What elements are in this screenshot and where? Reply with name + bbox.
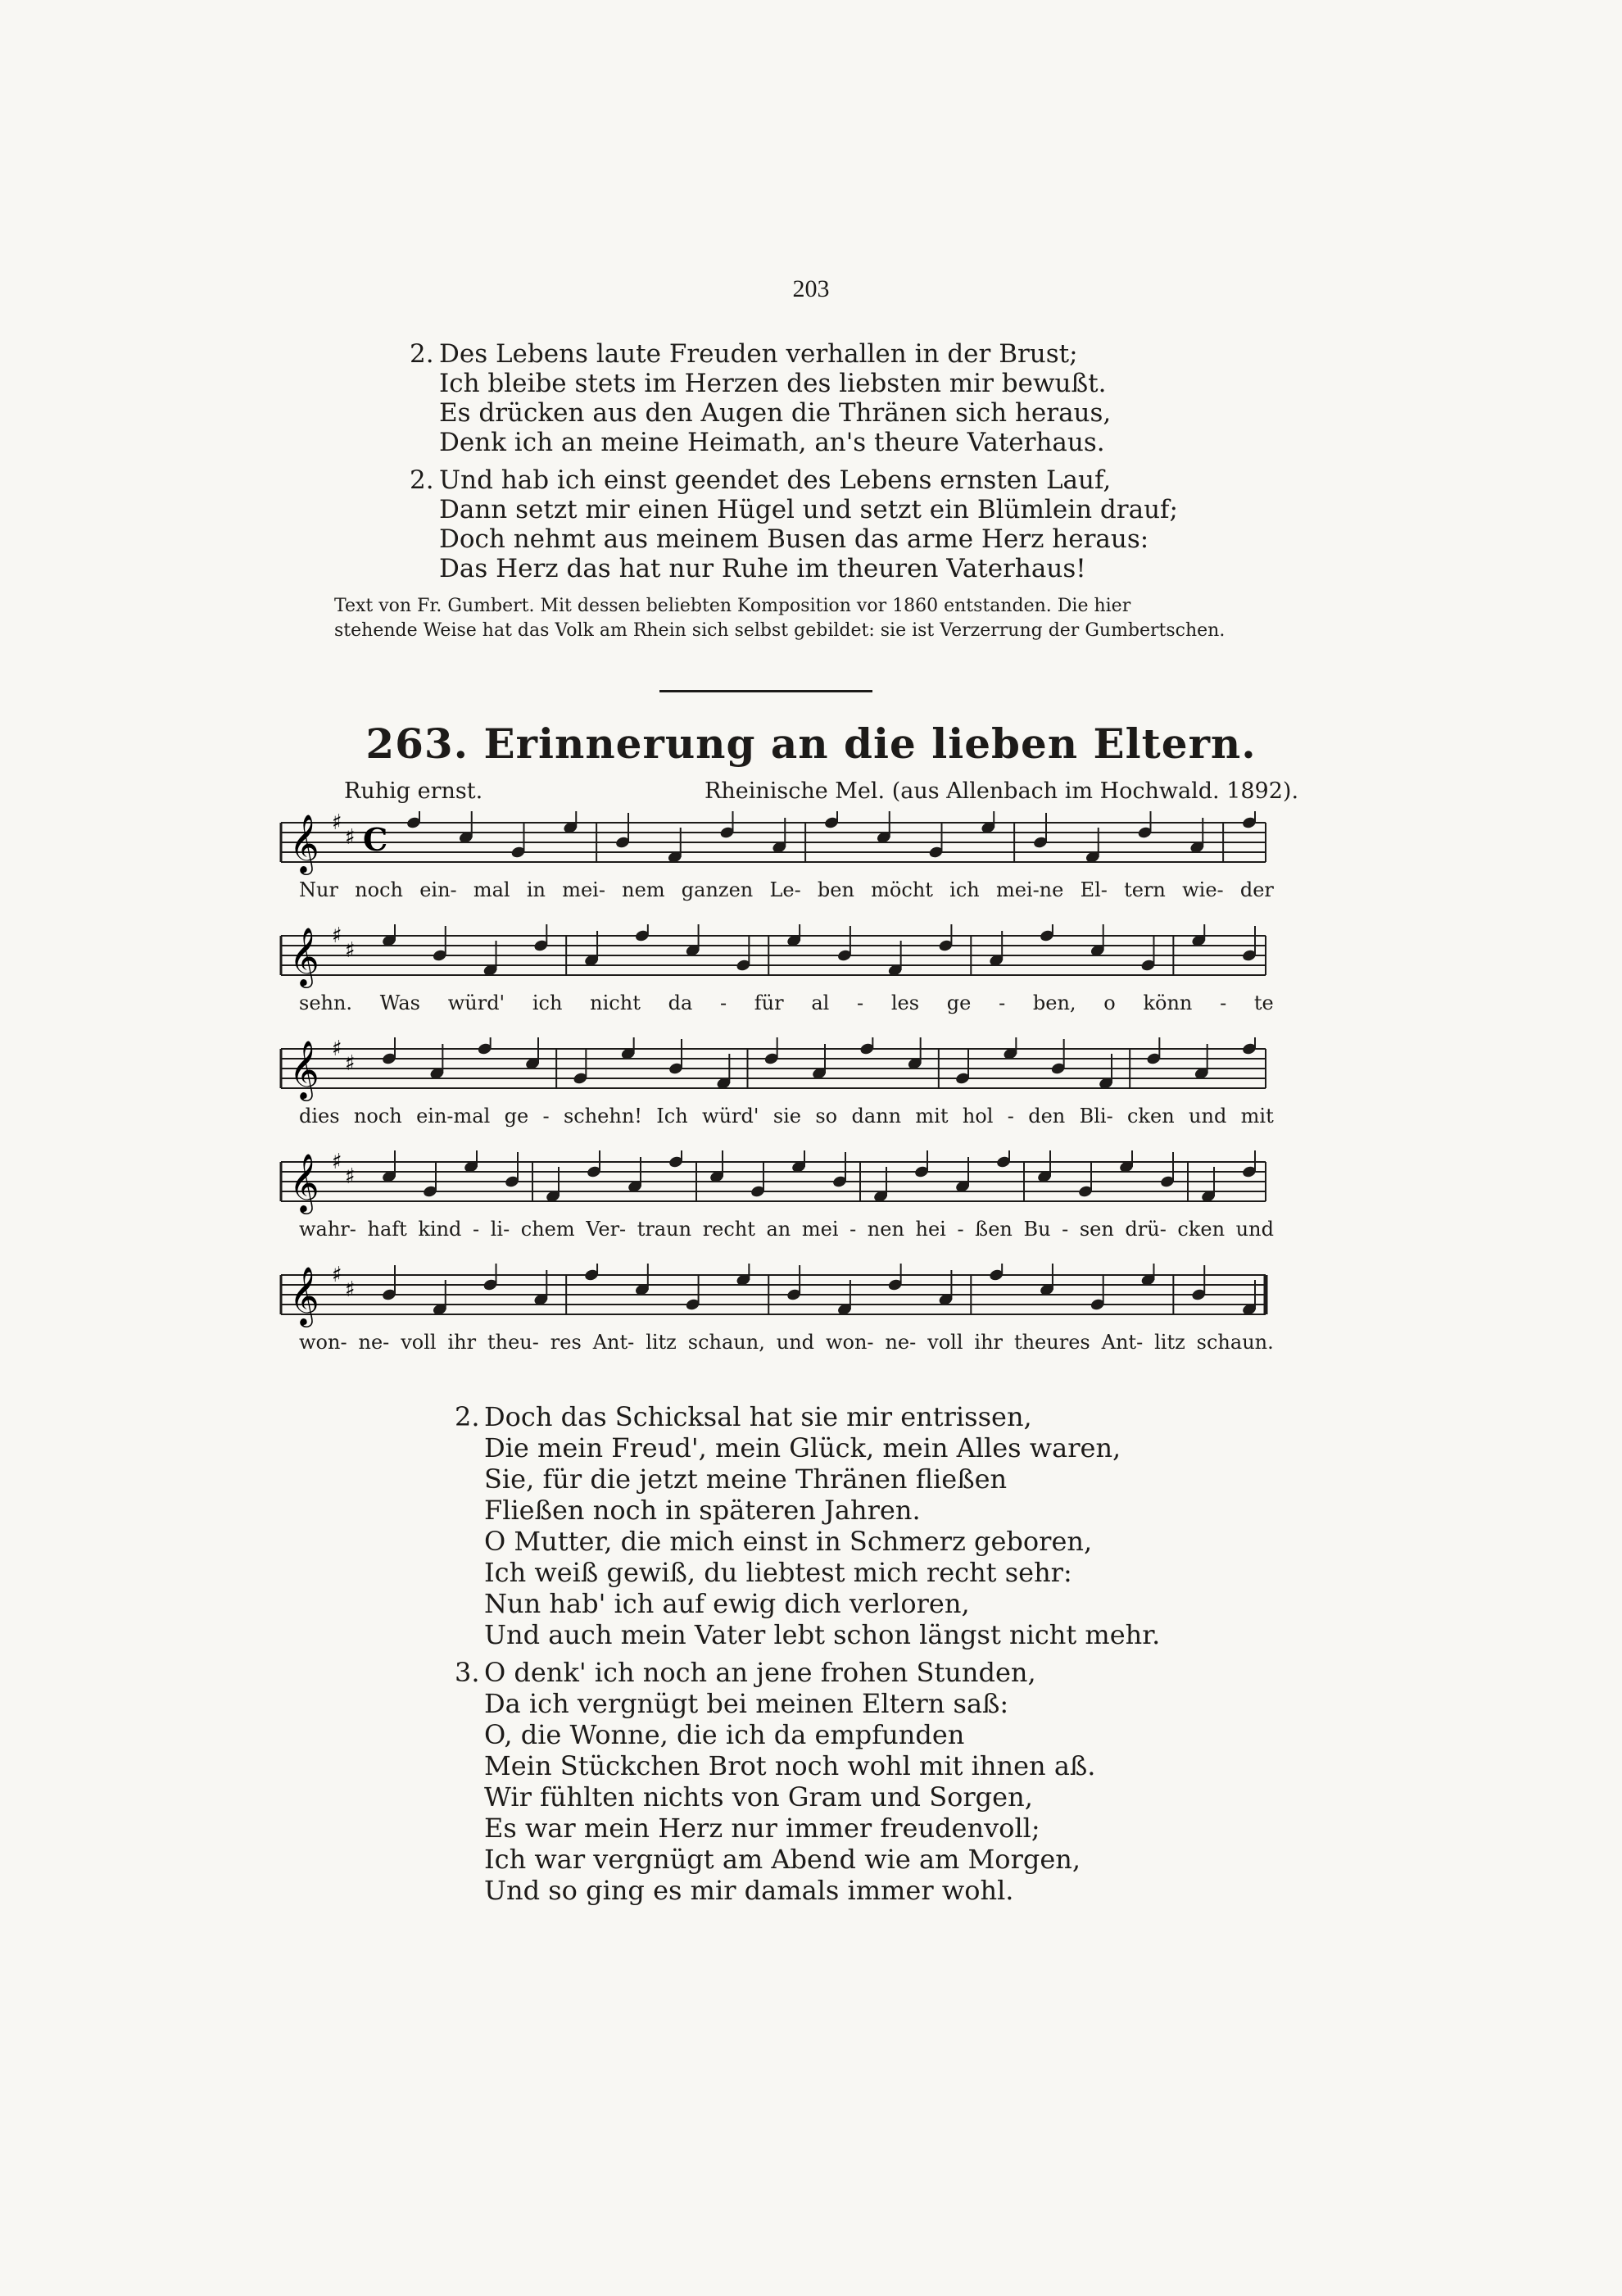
section-divider	[659, 690, 872, 692]
lyric-syllable: ganzen	[681, 878, 754, 901]
page-number: 203	[792, 275, 830, 302]
lyric-syllable: -	[542, 1105, 550, 1128]
verse-line: Fließen noch in späteren Jahren.	[484, 1495, 921, 1526]
lyric-syllable: traun	[637, 1218, 692, 1241]
lyric-syllable: sehn.	[299, 991, 353, 1014]
lyric-syllable: Ich	[656, 1105, 688, 1128]
verse-line: Es drücken aus den Augen die Thränen sich heraus,	[439, 398, 1112, 428]
lyric-syllable: res	[550, 1331, 582, 1354]
lyric-syllable: ßen	[975, 1218, 1013, 1241]
lyric-syllable: li-	[490, 1218, 510, 1241]
lyric-syllable: drü-	[1125, 1218, 1167, 1241]
lyric-syllable: nem	[622, 878, 665, 901]
lyric-syllable: kind	[418, 1218, 462, 1241]
staff-system-3	[274, 1037, 1274, 1160]
lyric-syllable: El-	[1080, 878, 1108, 901]
sharp-icon: ♯	[332, 1037, 342, 1061]
sharp-icon: ♯	[345, 1051, 356, 1076]
note-line: stehende Weise hat das Volk am Rhein sich selbst gebildet: sie ist Verzerrung der Gumbertschen.	[334, 620, 1226, 641]
lyric-syllable: an	[766, 1218, 791, 1241]
melody-source: Rheinische Mel. (aus Allenbach im Hochwald. 1892).	[705, 778, 1299, 804]
lyric-syllable: ge	[946, 991, 972, 1014]
lyric-syllable: mit	[1240, 1105, 1274, 1128]
lyric-syllable: -	[957, 1218, 964, 1241]
lyric-syllable: Nur	[299, 878, 338, 901]
lyric-syllable: ne-	[358, 1331, 390, 1354]
lyric-syllable: -	[999, 991, 1006, 1014]
lyric-syllable: Ant-	[592, 1331, 635, 1354]
tempo-marking: Ruhig ernst.	[344, 778, 483, 804]
lyric-syllable: für	[754, 991, 784, 1014]
lyric-syllable: recht	[702, 1218, 755, 1241]
song-number: 263.	[365, 719, 469, 768]
lyric-line	[299, 878, 1274, 901]
verse-line: Sie, für die jetzt meine Thränen fließen	[484, 1463, 1008, 1495]
verse-line: Mein Stückchen Brot noch wohl mit ihnen aß.	[484, 1750, 1096, 1781]
lyric-syllable: -	[857, 991, 864, 1014]
lyric-syllable: te	[1253, 991, 1274, 1014]
song-heading	[0, 719, 1622, 768]
sharp-icon: ♯	[332, 1264, 342, 1287]
verse-line: Nun hab' ich auf ewig dich verloren,	[484, 1588, 970, 1619]
sharp-icon: ♯	[332, 1150, 342, 1174]
lyric-line	[299, 1218, 1274, 1241]
lyric-syllable: und	[1189, 1105, 1227, 1128]
lyric-syllable: Bu	[1023, 1218, 1051, 1241]
sharp-icon: ♯	[345, 1277, 356, 1302]
lyric-syllable: ben	[817, 878, 854, 901]
lyric-syllable: ich	[949, 878, 980, 901]
verse-line: Doch nehmt aus meinem Busen das arme Herz heraus:	[439, 524, 1149, 554]
lyric-syllable: ihr	[974, 1331, 1004, 1354]
lyric-syllable: ein-	[419, 878, 457, 901]
lyric-syllable: sen	[1079, 1218, 1114, 1241]
lyric-syllable: schaun,	[687, 1331, 765, 1354]
treble-clef-icon: 𝄞	[289, 1039, 319, 1099]
lyric-syllable: da	[668, 991, 693, 1014]
verse-number: 2.	[410, 339, 434, 369]
lyric-syllable: wahr-	[299, 1218, 356, 1241]
lyric-syllable: ein-mal	[416, 1105, 491, 1128]
lyric-syllable: möcht	[871, 878, 933, 901]
sharp-icon: ♯	[332, 811, 342, 835]
lyric-syllable: theures	[1013, 1331, 1090, 1354]
lyric-syllable: haft	[367, 1218, 407, 1241]
lyric-syllable: ich	[532, 991, 563, 1014]
lyric-syllable: Ver-	[586, 1218, 627, 1241]
verse-line: Da ich vergnügt bei meinen Eltern saß:	[484, 1688, 1009, 1719]
treble-clef-icon: 𝄞	[289, 1152, 319, 1212]
lyric-syllable: won-	[299, 1331, 347, 1354]
lyric-syllable: tern	[1124, 878, 1166, 901]
lyric-syllable: schaun.	[1196, 1331, 1274, 1354]
verse-line: Und so ging es mir damals immer wohl.	[484, 1875, 1014, 1906]
common-time-icon: C	[363, 821, 388, 858]
lyric-syllable: würd'	[447, 991, 505, 1014]
lyric-syllable: in	[526, 878, 546, 901]
verse-line: Und hab ich einst geendet des Lebens ernsten Lauf,	[439, 465, 1112, 495]
sharp-icon: ♯	[332, 924, 342, 948]
lyric-syllable: cken	[1127, 1105, 1175, 1128]
staff-system-2	[274, 924, 1274, 1047]
lyric-syllable: so	[815, 1105, 838, 1128]
lyric-syllable: cken	[1177, 1218, 1226, 1241]
lyric-line	[299, 991, 1274, 1014]
lyric-syllable: sie	[772, 1105, 802, 1128]
verse-number: 2.	[455, 1401, 480, 1432]
lyric-syllable: voll	[927, 1331, 963, 1354]
verse-line: O Mutter, die mich einst in Schmerz geboren,	[484, 1526, 1093, 1557]
lyric-syllable: litz	[646, 1331, 677, 1354]
verse-block-lower-2	[455, 1401, 1274, 1650]
verse-line: Denk ich an meine Heimath, an's theure Vaterhaus.	[439, 428, 1105, 457]
lyric-syllable: -	[719, 991, 727, 1014]
lyric-syllable: mal	[473, 878, 510, 901]
lyric-syllable: -	[850, 1218, 857, 1241]
lyric-syllable: mei	[801, 1218, 839, 1241]
lyric-syllable: schehn!	[563, 1105, 642, 1128]
verse-line: Wir fühlten nichts von Gram und Sorgen,	[484, 1781, 1033, 1813]
lyric-syllable: won-	[825, 1331, 874, 1354]
verse-line: O denk' ich noch an jene frohen Stunden,	[484, 1657, 1036, 1688]
verse-line: Ich weiß gewiß, du liebtest mich recht sehr:	[484, 1557, 1072, 1588]
lyric-syllable: der	[1239, 878, 1274, 901]
lyric-syllable: les	[890, 991, 920, 1014]
lyric-syllable: Was	[379, 991, 420, 1014]
staff-system-5	[274, 1264, 1274, 1386]
lyric-syllable: hol	[962, 1105, 994, 1128]
lyric-line	[299, 1105, 1274, 1128]
lyric-syllable: mei-ne	[995, 878, 1064, 901]
treble-clef-icon: 𝄞	[289, 926, 319, 986]
lyric-syllable: Bli-	[1079, 1105, 1113, 1128]
lyric-syllable: würd'	[702, 1105, 759, 1128]
verse-line: Es war mein Herz nur immer freudenvoll;	[484, 1813, 1040, 1844]
lyric-syllable: litz	[1154, 1331, 1185, 1354]
sharp-icon: ♯	[345, 1164, 356, 1189]
lyric-syllable: voll	[401, 1331, 437, 1354]
note-line: Text von Fr. Gumbert. Mit dessen beliebten Komposition vor 1860 entstanden. Die hier	[334, 596, 1131, 616]
lyric-syllable: den	[1028, 1105, 1066, 1128]
lyric-syllable: und	[1235, 1218, 1274, 1241]
staff-system-4	[274, 1150, 1274, 1273]
lyric-syllable: al	[811, 991, 830, 1014]
verse-line: Ich war vergnügt am Abend wie am Morgen,	[484, 1844, 1081, 1875]
lyric-syllable: dies	[299, 1105, 340, 1128]
lyric-syllable: o	[1103, 991, 1116, 1014]
lyric-syllable: Ant-	[1101, 1331, 1144, 1354]
sharp-icon: ♯	[345, 938, 356, 963]
lyric-syllable: ihr	[447, 1331, 477, 1354]
lyric-syllable: noch	[353, 1105, 402, 1128]
verse-number: 3.	[455, 1657, 480, 1688]
lyric-syllable: könn	[1143, 991, 1193, 1014]
verse-line: Das Herz das hat nur Ruhe im theuren Vaterhaus!	[439, 554, 1086, 583]
lyric-syllable: nen	[867, 1218, 904, 1241]
lyric-syllable: -	[1220, 991, 1227, 1014]
verse-line: Und auch mein Vater lebt schon längst nicht mehr.	[484, 1619, 1161, 1650]
verse-block-top-2	[410, 465, 1294, 583]
verse-block-top-1	[410, 339, 1294, 457]
sharp-icon: ♯	[345, 825, 356, 850]
lyric-syllable: ne-	[885, 1331, 917, 1354]
lyric-syllable: -	[1062, 1218, 1069, 1241]
lyric-line	[299, 1331, 1274, 1354]
lyric-syllable: ben,	[1032, 991, 1076, 1014]
treble-clef-icon: 𝄞	[289, 1265, 319, 1325]
lyric-syllable: theu-	[487, 1331, 539, 1354]
lyric-syllable: chem	[520, 1218, 575, 1241]
verse-line: Ich bleibe stets im Herzen des liebsten mir bewußt.	[439, 369, 1107, 398]
lyric-syllable: wie-	[1182, 878, 1224, 901]
lyric-syllable: hei	[915, 1218, 946, 1241]
lyric-syllable: ge	[504, 1105, 529, 1128]
lyric-syllable: mit	[915, 1105, 949, 1128]
lyric-syllable: mei-	[562, 878, 605, 901]
verse-line: Doch das Schicksal hat sie mir entrissen,	[484, 1401, 1032, 1432]
lyric-syllable: noch	[355, 878, 403, 901]
lyric-syllable: und	[776, 1331, 815, 1354]
verse-line: Des Lebens laute Freuden verhallen in der Brust;	[439, 339, 1078, 369]
song-title: Erinnerung an die lieben Eltern.	[483, 719, 1257, 768]
lyric-syllable: -	[473, 1218, 480, 1241]
treble-clef-icon: 𝄞	[289, 813, 319, 873]
staff-system-1	[274, 811, 1274, 934]
verse-line: Dann setzt mir einen Hügel und setzt ein Blümlein drauf;	[439, 495, 1178, 524]
lyric-syllable: -	[1007, 1105, 1014, 1128]
lyric-syllable: Le-	[769, 878, 801, 901]
verse-block-lower-3	[455, 1657, 1274, 1906]
source-note	[334, 594, 1276, 643]
lyric-syllable: dann	[851, 1105, 902, 1128]
lyric-syllable: nicht	[590, 991, 641, 1014]
verse-line: O, die Wonne, die ich da empfunden	[484, 1719, 965, 1750]
verse-number: 2.	[410, 465, 434, 495]
verse-line: Die mein Freud', mein Glück, mein Alles waren,	[484, 1432, 1121, 1463]
